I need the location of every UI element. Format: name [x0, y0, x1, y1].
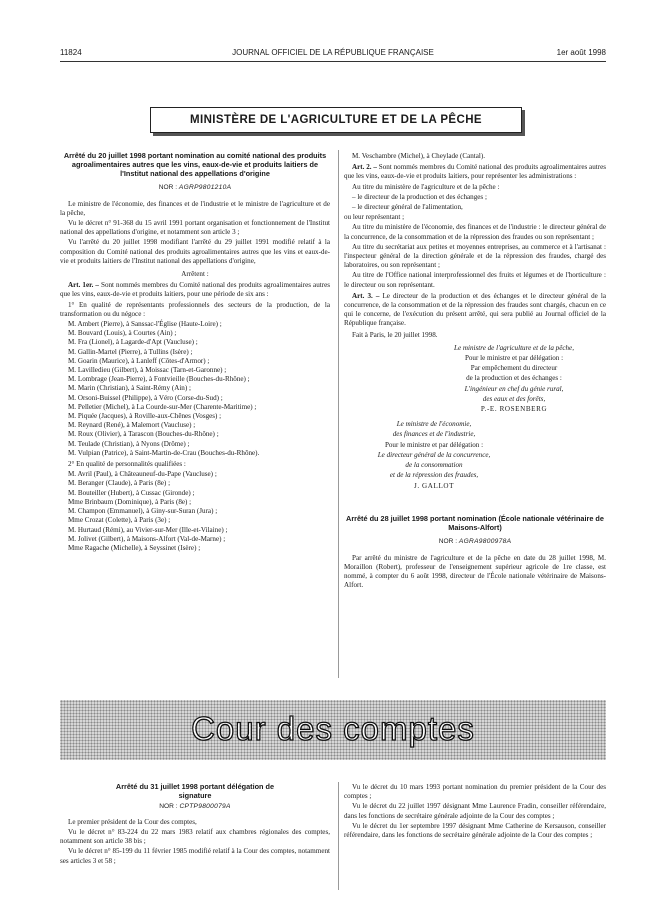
- signature-line: et de la répression des fraudes,: [389, 471, 479, 480]
- signature-line: Le directeur général de la concurrence,: [377, 450, 491, 459]
- journal-title: JOURNAL OFFICIEL DE LA RÉPUBLIQUE FRANÇAISE: [232, 48, 434, 57]
- signature-line: L'ingénieur en chef du génie rural,: [464, 384, 564, 393]
- member: M. Hurtaud (Rémi), au Vivier-sur-Mer (Ille-et-Vilaine) ;: [68, 525, 228, 534]
- arrete1-p1: Le ministre de l'économie, des finances et de l'industrie et le ministre de l'agriculture et de la pêche,: [60, 199, 330, 217]
- fait-a-paris: Fait à Paris, le 20 juillet 1998.: [352, 330, 438, 339]
- arrete3-para: Vu le décret du 22 juillet 1997 désignant Mme Laurence Fradin, conseiller référendaire, dans les fonctions de secrétaire générale adjointe de la Cour des comptes ;: [344, 802, 606, 820]
- right-column: [344, 152, 606, 591]
- member: M. Fra (Lionel), à Lagarde-d'Apt (Vaucluse) ;: [68, 338, 198, 347]
- arretent: Arrêtent :: [181, 270, 209, 279]
- article-2-item: – le directeur général de l'alimentation,: [352, 203, 463, 212]
- member: M. Jolivet (Gilbert), à Maisons-Alfort (Val-de-Marne) ;: [68, 534, 226, 543]
- member: M. Bouteiller (Hubert), à Cussac (Gironde) ;: [68, 488, 195, 497]
- member: M. Veschambre (Michel), à Cheylade (Cantal).: [352, 152, 486, 160]
- signature-block-agriculture: [414, 344, 606, 414]
- section-2-heading: 2° En qualité de personnalités qualifiées :: [68, 460, 186, 469]
- page-number: 11824: [60, 48, 82, 57]
- member: M. Champon (Emmanuel), à Giny-sur-Suran (Jura) ;: [68, 507, 218, 516]
- signature-line: Pour le ministre et par délégation :: [384, 440, 484, 449]
- member: M. Bouvard (Louis), à Courtes (Ain) ;: [68, 329, 177, 338]
- member: M. Lavilledieu (Gilbert), à Moissac (Tarn-et-Garonne) ;: [68, 366, 227, 375]
- signature-line: Le ministre de l'économie,: [396, 420, 472, 429]
- article-2-item: – le directeur de la production et des échanges ;: [352, 192, 487, 201]
- column-separator: [338, 782, 339, 890]
- article-2-label: Art. 2. –: [352, 163, 377, 172]
- arrete2-nor-code: AGRA9800978A: [458, 538, 512, 546]
- signatory-name: J. GALLOT: [413, 481, 455, 490]
- arrete3-para: Vu le décret n° 85-199 du 11 février 1985 modifié relatif à la Cour des comptes, notamment ses articles 3 et 58 ;: [60, 847, 330, 865]
- article-2-item: Au titre du ministère de l'agriculture et de la pêche :: [352, 182, 500, 191]
- signature-line: Le ministre de l'agriculture et de la pêche,: [454, 343, 574, 352]
- member: M. Marin (Christian), à Saint-Rémy (Ain) ;: [68, 384, 191, 393]
- member: Mme Brinbaum (Dominique), à Paris (8e) ;: [68, 497, 192, 506]
- header-rule: [60, 61, 606, 62]
- member: M. Avril (Paul), à Châteauneuf-du-Pape (Vaucluse) ;: [68, 470, 217, 479]
- article-3-label: Art. 3. –: [352, 291, 380, 300]
- member: Mme Crozat (Colette), à Paris (3e) ;: [68, 516, 171, 525]
- arrete3-nor-code: CPTP9800079A: [179, 802, 231, 810]
- ministry-title: MINISTÈRE DE L'AGRICULTURE ET DE LA PÊCHE: [190, 114, 482, 126]
- signature-line: Pour le ministre et par délégation :: [464, 354, 564, 363]
- article-2-item: Au titre du ministère de l'économie, des finances et de l'industrie : le directeur général de la concurrence, de la consommation et de la répression des fraudes ou son représentant ;: [344, 223, 606, 241]
- member: M. Reynard (René), à Malemort (Vaucluse) ;: [68, 421, 196, 430]
- member: M. Teulade (Christian), à Nyons (Drôme) ;: [68, 439, 190, 448]
- signature-block-economie: [344, 420, 516, 490]
- ministry-title-box: [150, 107, 522, 133]
- left-column: [60, 152, 330, 553]
- arrete3-para: Le premier président de la Cour des comptes,: [68, 817, 197, 826]
- arrete3-para: Vu le décret n° 83-224 du 22 mars 1983 relatif aux chambres régionales des comptes, notamment son article 38 bis ;: [60, 828, 330, 846]
- arrete1-p2: Vu le décret n° 91-368 du 15 avril 1991 portant organisation et fonctionnement de l'Institut national des appellations d'origine, et notamment son article 3 ;: [60, 219, 330, 237]
- member: M. Gallin-Martel (Pierre), à Tullins (Isère) ;: [68, 347, 193, 356]
- member: M. Piquée (Jacques), à Roville-aux-Chênes (Vosges) ;: [68, 412, 222, 421]
- arrete3-para: Vu le décret du 10 mars 1993 portant nomination du premier président de la Cour des comptes ;: [344, 783, 606, 801]
- member: M. Pelletier (Michel), à La Courde-sur-Mer (Charente-Maritime) ;: [68, 402, 257, 411]
- member: M. Vulpian (Patrice), à Saint-Martin-de-Crau (Bouches-du-Rhône).: [68, 448, 260, 457]
- arrete2-title: Arrêté du 28 juillet 1998 portant nomination (École nationale vétérinaire de Maisons-Alfort): [346, 513, 604, 532]
- article-2: Art. 2. – Sont nommés membres du Comité national des produits agroalimentaires autres que les vins, eaux-de-vie et produits laitiers, pour représenter les administrations :: [344, 163, 606, 181]
- article-1-label: Art. 1er. –: [68, 281, 99, 290]
- article-1: Art. 1er. – Sont nommés membres du Comité national des produits agroalimentaires autres que les vins, eaux-de-vie et produits laitiers, pour une période de six ans :: [60, 281, 330, 299]
- arrete1-nor: NOR : AGRP9801210A: [158, 184, 232, 192]
- arrete3-para: Vu le décret du 1er septembre 1997 désignant Mme Catherine de Kersauson, conseiller référendaire, dans les fonctions de secrétaire générale adjointe de la Cour des comptes ;: [344, 821, 606, 840]
- section-1-heading: 1° En qualité de représentants professionnels des secteurs de la production, de la transformation ou du négoce :: [60, 300, 330, 318]
- arrete2: [344, 515, 606, 591]
- signature-line: de la consommation: [405, 461, 463, 470]
- arrete1-title: Arrêté du 20 juillet 1998 portant nomination au comité national des produits agroalimentaires autres que les vins, eaux-de-vie et produits laitiers de l'Institut national des appellations d'origine: [63, 151, 327, 178]
- article-3: Art. 3. – Le directeur de la production et des échanges et le directeur général de la concurrence, de la consommation et de la répression des fraudes sont chargés, chacun en ce qui le concerne, de l'exécution du présent arrêté, qui sera publié au Journal officiel de la République française.: [344, 291, 606, 328]
- member: M. Beranger (Claude), à Paris (8e) ;: [68, 479, 171, 488]
- bottom-right-column: [344, 783, 606, 841]
- arrete1-p3: Vu l'arrêté du 20 juillet 1998 modifiant l'arrêté du 29 juillet 1991 modifié relatif à la composition du Comité national des produits agroalimentaires autres que les vins et eaux-de-vie et produits laitiers de l'Institut national des appellations d'origine,: [60, 238, 330, 265]
- member: M. Roux (Olivier), à Tarascon (Bouches-du-Rhône) ;: [68, 430, 219, 439]
- signature-line: des eaux et des forêts,: [482, 394, 546, 403]
- page-header: [60, 48, 606, 60]
- article-2-item: Au titre du secrétariat aux petites et moyennes entreprises, au commerce et à l'artisanat : l'inspecteur général de la direction générale et de la répression des fraudes, chargé des laboratoires, ou son représentant ;: [344, 242, 606, 270]
- column-separator: [338, 150, 339, 678]
- arrete2-text: Par arrêté du ministre de l'agriculture et de la pêche en date du 28 juillet 1998, M. Moraillon (Robert), professeur de l'enseignement supérieur agricole de 1re classe, est nommé, à compter du 6 août 1998, directeur de l'École nationale vétérinaire de Maisons-Alfort.: [344, 553, 606, 590]
- issue-date: 1er août 1998: [556, 48, 606, 57]
- member: M. Ambert (Pierre), à Sanssac-l'Église (Haute-Loire) ;: [68, 320, 222, 329]
- signature-line: de la production et des échanges :: [466, 374, 562, 383]
- signatory-name: P.-E. ROSENBERG: [480, 405, 548, 414]
- member: M. Orsoni-Buissel (Philippe), à Véro (Corse-du-Sud) ;: [68, 393, 223, 402]
- member: M. Goarin (Maurice), à Lanleff (Côtes-d'Armor) ;: [68, 356, 210, 365]
- banner-title: Cour des comptes: [191, 710, 475, 747]
- article-2-item: ou leur représentant ;: [344, 213, 405, 222]
- arrete2-nor: NOR : AGRA9800978A: [438, 538, 512, 546]
- member: Mme Ragache (Michelle), à Seyssinet (Isère) ;: [68, 543, 201, 552]
- arrete3-nor: NOR : CPTP9800079A: [159, 802, 231, 810]
- member: M. Lombrage (Jean-Pierre), à Fontvieille (Bouches-du-Rhône) ;: [68, 375, 250, 384]
- arrete3-title: Arrêté du 31 juillet 1998 portant délégation de signature: [115, 782, 275, 800]
- arrete1-nor-code: AGRP9801210A: [178, 184, 232, 192]
- section-banner: [60, 700, 606, 760]
- signature-line: Par empêchement du directeur: [470, 364, 558, 373]
- article-2-item: Au titre de l'Office national interprofessionnel des fruits et légumes et de l'horticulture : le directeur ou son représentant.: [344, 271, 606, 289]
- bottom-left-column: [60, 783, 330, 867]
- signature-line: des finances et de l'industrie,: [392, 430, 476, 439]
